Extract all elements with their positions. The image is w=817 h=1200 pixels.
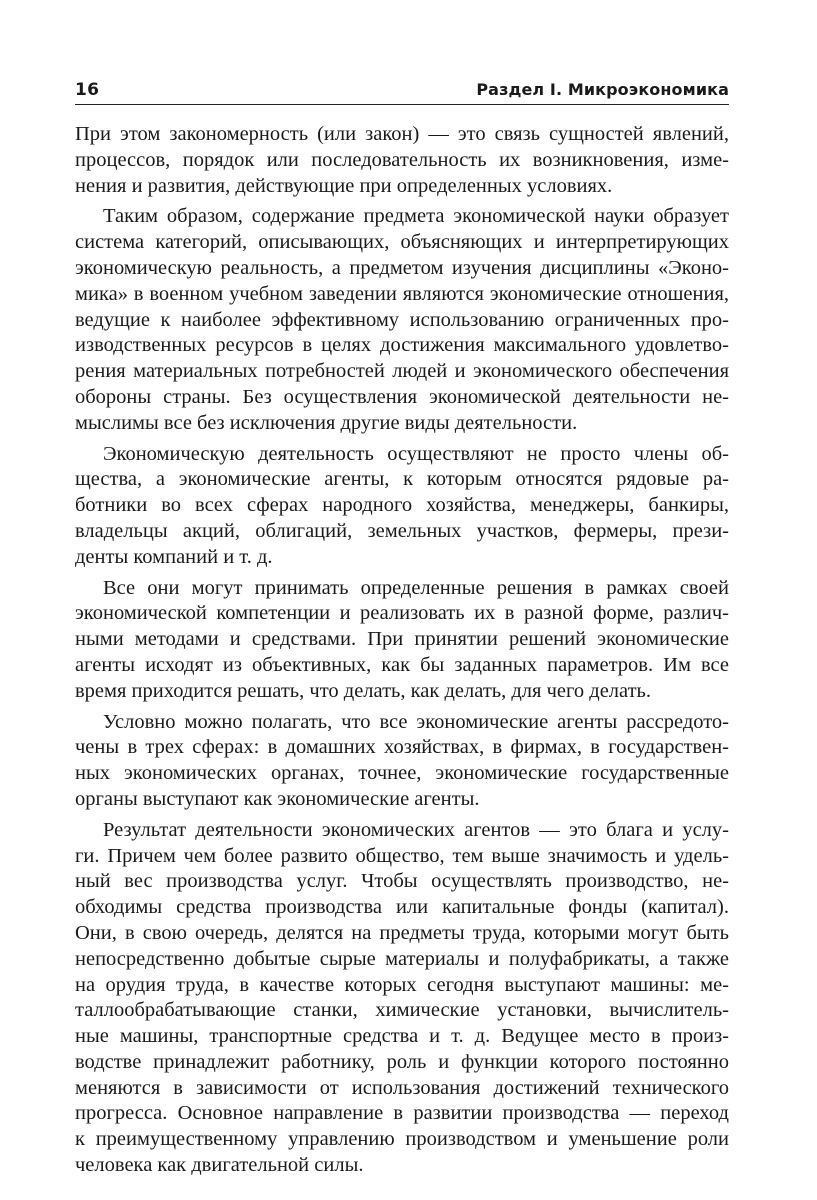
- text-line: мика» в военном учебном заведении являются экономические отношения,: [75, 282, 729, 305]
- text-line: Результат деятельности экономических агентов — это блага и услу-: [103, 818, 729, 841]
- text-line: При этом закономерность (или закон) — это связь сущностей явлений,: [75, 123, 729, 145]
- text-line: ных экономических органах, точнее, экономические государственные: [75, 762, 729, 785]
- text-line: экономической компетенции и реализовать их в разной форме, различ-: [75, 602, 729, 625]
- paragraph: [75, 576, 729, 705]
- text-line: щества, а экономические агенты, к которым относятся рядовые ра-: [75, 468, 729, 491]
- text-line: обороны страны. Без осуществления экономической деятельности не-: [75, 385, 729, 408]
- text-line: меняются в зависимости от использования достижений технического: [75, 1076, 729, 1099]
- text-line: Таким образом, содержание предмета экономической науки образует: [103, 205, 729, 228]
- text-line: обходимы средства производства или капитальные фонды (капитал).: [75, 896, 729, 919]
- text-line: система категорий, описывающих, объясняющих и интерпретирующих: [75, 231, 729, 254]
- paragraph: [75, 442, 729, 571]
- text-line: Все они могут принимать определенные решения в рамках своей: [103, 576, 729, 599]
- text-line: ный вес производства услуг. Чтобы осуществлять производство, не-: [75, 870, 729, 893]
- text-line: на орудия труда, в качестве которых сегодня выступают машины: ме-: [75, 973, 729, 996]
- text-line: ные машины, транспортные средства и т. д. Ведущее место в произ-: [75, 1025, 729, 1048]
- text-line: изводственных ресурсов в целях достижения максимального удовлетво-: [75, 334, 729, 357]
- text-line: экономическую реальность, а предметом изучения дисциплины «Эконо-: [75, 256, 729, 279]
- text-line: нения и развития, действующие при определенных условиях.: [75, 174, 613, 197]
- paragraph: [75, 204, 729, 436]
- running-header: [75, 78, 729, 105]
- text-line: ведущие к наиболее эффективному использованию ограниченных про-: [75, 308, 729, 331]
- text-line: человека как двигательной силы.: [75, 1154, 364, 1177]
- text-line: таллообрабатывающие станки, химические установки, вычислитель-: [75, 999, 729, 1022]
- text-line: мыслимы все без исключения другие виды деятельности.: [75, 411, 578, 434]
- paragraph: [75, 122, 729, 199]
- text-line: непосредственно добытые сырые материалы и полуфабрикаты, а также: [75, 947, 729, 970]
- text-line: агенты исходят из объективных, как бы заданных параметров. Им все: [75, 653, 729, 676]
- text-line: время приходится решать, что делать, как делать, для чего делать.: [75, 679, 652, 702]
- text-line: к преимущественному управлению производством и уменьшение роли: [75, 1128, 729, 1151]
- text-line: Экономическую деятельность осуществляют не просто члены об-: [103, 442, 729, 465]
- text-line: Они, в свою очередь, делятся на предметы труда, которыми могут быть: [75, 921, 729, 944]
- text-line: Условно можно полагать, что все экономические агенты рассредото-: [103, 710, 729, 733]
- text-line: прогресса. Основное направление в развитии производства — переход: [75, 1102, 729, 1125]
- paragraph: [75, 710, 729, 813]
- text-line: процессов, порядок или последовательность их возникновения, изме-: [75, 148, 729, 171]
- text-line: водстве принадлежит работнику, роль и функции которого постоянно: [75, 1050, 729, 1073]
- paragraph: [75, 818, 729, 1179]
- section-title: Раздел I. Микроэкономика: [476, 80, 729, 99]
- text-line: ги. Причем чем более развито общество, тем выше значимость и удель-: [75, 844, 729, 867]
- text-line: органы выступают как экономические агенты.: [75, 787, 480, 810]
- text-line: ными методами и средствами. При принятии решений экономические: [75, 628, 729, 651]
- text-line: денты компаний и т. д.: [75, 545, 273, 568]
- body-text: [75, 122, 729, 1184]
- text-line: владельцы акций, облигаций, земельных участков, фермеры, прези-: [75, 519, 729, 542]
- text-line: рения материальных потребностей людей и экономического обеспечения: [75, 360, 729, 383]
- text-line: ботники во всех сферах народного хозяйства, менеджеры, банкиры,: [75, 494, 729, 517]
- page-number: 16: [75, 80, 100, 100]
- text-line: чены в трех сферах: в домашних хозяйствах, в фирмах, в государствен-: [75, 736, 729, 759]
